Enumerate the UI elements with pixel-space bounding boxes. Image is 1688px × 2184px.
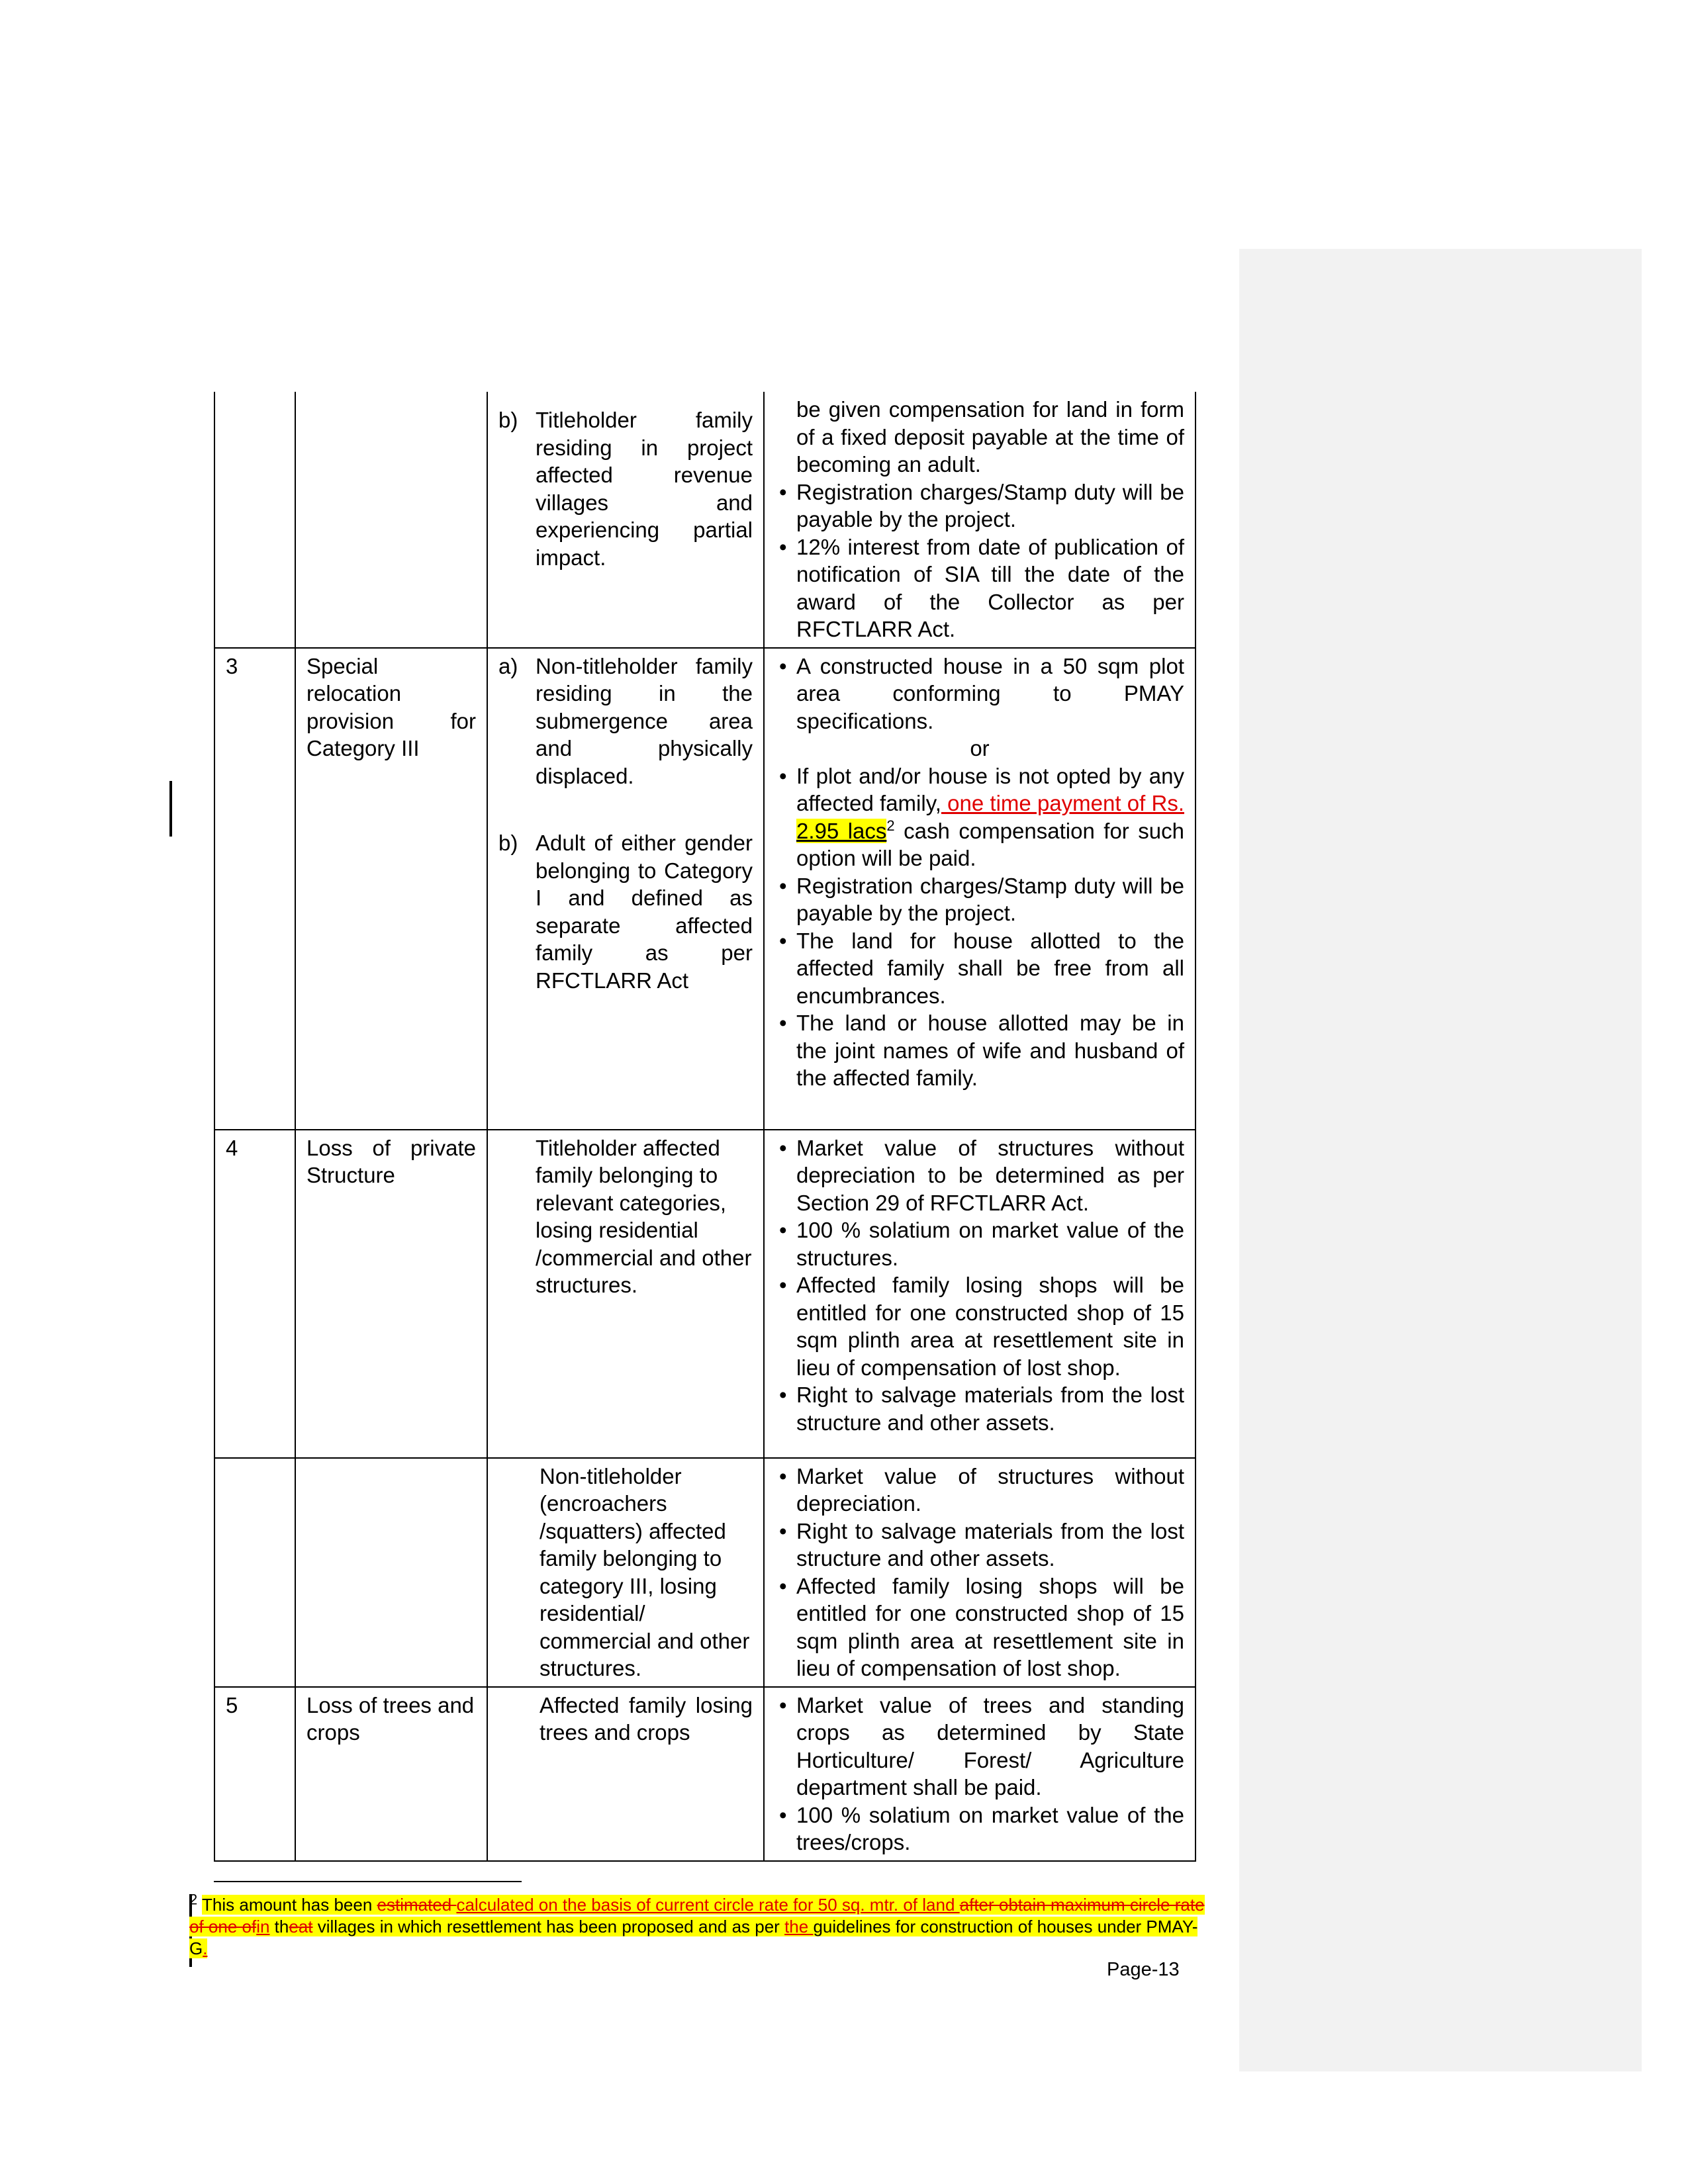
entitlement-cell bbox=[764, 648, 1196, 1130]
list-item: • A constructed house in a 50 sqm plot area conforming to PMAY specifications. bbox=[775, 653, 1184, 735]
footnote-separator bbox=[214, 1881, 522, 1882]
list-item: • The land for house allotted to the affected family shall be free from all encumbrances. bbox=[775, 927, 1184, 1010]
row-number: 3 bbox=[214, 648, 295, 1130]
inserted-text: one time payment of Rs. bbox=[941, 791, 1184, 815]
table-row-4b bbox=[214, 1458, 1196, 1687]
entitled-cell: b) Titleholder family residing in project affected revenue villages and experiencing partial impact. bbox=[487, 392, 764, 648]
list-item: • Market value of structures without depreciation to be determined as per Section 29 of RFCTLARR Act. bbox=[775, 1134, 1184, 1217]
table-row-3 bbox=[214, 648, 1196, 1130]
table-row-continuation bbox=[214, 392, 1196, 648]
entitled-cell: a) Non-titleholder family residing in the submergence area and physically displaced. b) Adult of either gender belonging to Category I and defined as separate affected family as per RFCTLARR Act bbox=[487, 648, 764, 1130]
entitlement-cell bbox=[764, 392, 1196, 648]
revision-bar bbox=[169, 781, 172, 837]
list-item: • 100 % solatium on market value of the structures. bbox=[775, 1216, 1184, 1271]
list-item: • Right to salvage materials from the lost structure and other assets. bbox=[775, 1518, 1184, 1572]
footnote-ref[interactable]: 2 bbox=[886, 817, 895, 834]
list-item: • Registration charges/Stamp duty will be payable by the project. bbox=[775, 478, 1184, 533]
clause-a-text: Non-titleholder family residing in the submergence area and physically displaced. bbox=[536, 653, 753, 788]
clause-b-text: Adult of either gender belonging to Category I and defined as separate affected family as per RFCTLARR Act bbox=[536, 831, 753, 993]
table-row-5 bbox=[214, 1687, 1196, 1861]
inserted-text: . bbox=[203, 1938, 208, 1958]
entitled-cell: Affected family losing trees and crops bbox=[487, 1687, 764, 1861]
row-number: 5 bbox=[214, 1687, 295, 1861]
clause-b-text: Titleholder family residing in project affected revenue villages and experiencing partial impact. bbox=[536, 408, 753, 570]
list-item: • Right to salvage materials from the lost structure and other assets. bbox=[775, 1381, 1184, 1436]
comment-pane bbox=[1239, 249, 1642, 2071]
footnote bbox=[189, 1891, 1209, 1960]
highlighted-amount: 2.95 lacs bbox=[796, 818, 887, 843]
page-number: Page-13 bbox=[1107, 1959, 1180, 1980]
list-item: • Affected family losing shops will be entitled for one constructed shop of 15 sqm plinth area at resettlement site in lieu of compensation of lost shop. bbox=[775, 1271, 1184, 1381]
impact-type: Loss of trees and crops bbox=[295, 1687, 487, 1861]
list-item: • Affected family losing shops will be entitled for one constructed shop of 15 sqm plinth area at resettlement site in lieu of compensation of lost shop. bbox=[775, 1572, 1184, 1682]
impact-type: Special relocation provision for Category III bbox=[295, 648, 487, 1130]
list-item: • Market value of structures without depreciation. bbox=[775, 1463, 1184, 1518]
deleted-text: after obtain maximum circle rate of one of bbox=[189, 1895, 1205, 1936]
footnote-text: This amount has been estimated calculated on the basis of current circle rate for 50 sq. mtr. of land after obtain maximum circle rate of one ofin theat villages in which resettlement has been proposed and as per the guidelines for construction of houses under PMAY-G. bbox=[189, 1895, 1205, 1958]
entitlement-cell bbox=[764, 1687, 1196, 1861]
row-number: 4 bbox=[214, 1130, 295, 1458]
inserted-text: in bbox=[256, 1917, 270, 1936]
deleted-text: eat bbox=[289, 1917, 313, 1936]
entitlement-table bbox=[214, 392, 1196, 1862]
list-item: • Market value of trees and standing crops as determined by State Horticulture/ Forest/ Agriculture department shall be paid. bbox=[775, 1692, 1184, 1801]
list-item: • The land or house allotted may be in the joint names of wife and husband of the affected family. bbox=[775, 1009, 1184, 1092]
footnote-number: 2 bbox=[189, 1891, 198, 1908]
entitled-cell: Non-titleholder (encroachers /squatters) affected family belonging to category III, losing residential/ commercial and other structures. bbox=[487, 1458, 764, 1687]
deleted-text: estimated bbox=[377, 1895, 457, 1915]
or-separator: or bbox=[970, 736, 990, 760]
inserted-text: calculated on the basis of current circle rate for 50 sq. mtr. of land bbox=[456, 1895, 960, 1915]
entitled-cell: Titleholder affected family belonging to relevant categories, losing residential /commercial and other structures. bbox=[487, 1130, 764, 1458]
list-item: • 12% interest from date of publication of notification of SIA till the date of the award of the Collector as per RFCTLARR Act. bbox=[775, 533, 1184, 643]
entitlement-cell bbox=[764, 1130, 1196, 1458]
impact-type: Loss of private Structure bbox=[295, 1130, 487, 1458]
list-item: • 100 % solatium on market value of the trees/crops. bbox=[775, 1801, 1184, 1856]
entitlement-cell bbox=[764, 1458, 1196, 1687]
list-item: • Registration charges/Stamp duty will be payable by the project. bbox=[775, 872, 1184, 927]
table-row-4 bbox=[214, 1130, 1196, 1458]
bullet-continuation: be given compensation for land in form of a fixed deposit payable at the time of becoming an adult. bbox=[796, 397, 1184, 477]
list-item-tracked-change: • If plot and/or house is not opted by any affected family, one time payment of Rs. 2.95 lacs$^2$ cash compensation for such option will be paid. bbox=[775, 762, 1184, 872]
inserted-text: the bbox=[784, 1917, 814, 1936]
